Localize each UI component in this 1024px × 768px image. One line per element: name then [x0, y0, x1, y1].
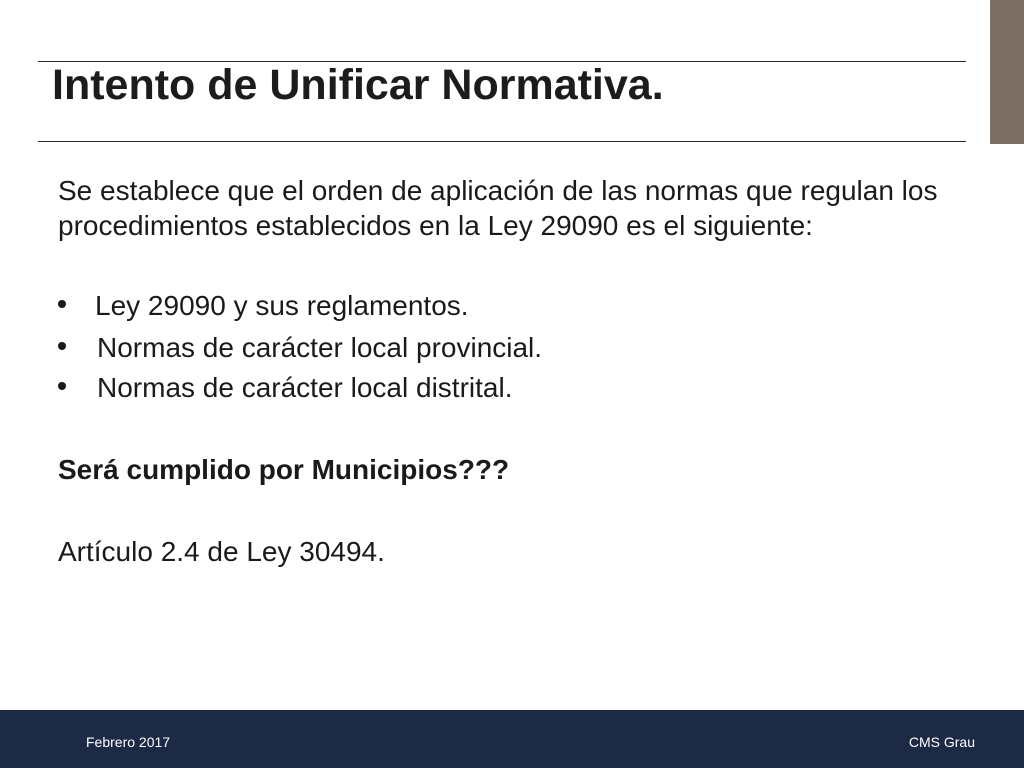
bullet-icon [58, 342, 66, 350]
bullet-text: Ley 29090 y sus reglamentos. [95, 290, 469, 321]
bullet-item-3 [58, 370, 958, 405]
footer-bar [0, 710, 1024, 768]
bullet-icon [58, 382, 66, 390]
title-bottom-rule [38, 141, 966, 142]
bullet-item-2 [58, 330, 958, 365]
bullet-item-1 [58, 288, 958, 323]
bullet-text: Normas de carácter local distrital. [97, 372, 513, 403]
intro-line-1: Se establece que el orden de aplicación de las normas que regulan los [58, 175, 938, 206]
corner-accent-bar [990, 0, 1024, 144]
footer-date: Febrero 2017 [86, 734, 171, 750]
bullet-icon [58, 300, 66, 308]
intro-line-2: procedimientos establecidos en la Ley 29090 es el siguiente: [58, 210, 813, 241]
footer-company: CMS Grau [908, 734, 975, 750]
reference-text: Artículo 2.4 de Ley 30494. [58, 536, 385, 567]
question-text: Será cumplido por Municipios??? [58, 454, 510, 485]
slide-title: Intento de Unificar Normativa. [52, 61, 664, 109]
bullet-text: Normas de carácter local provincial. [97, 332, 543, 363]
